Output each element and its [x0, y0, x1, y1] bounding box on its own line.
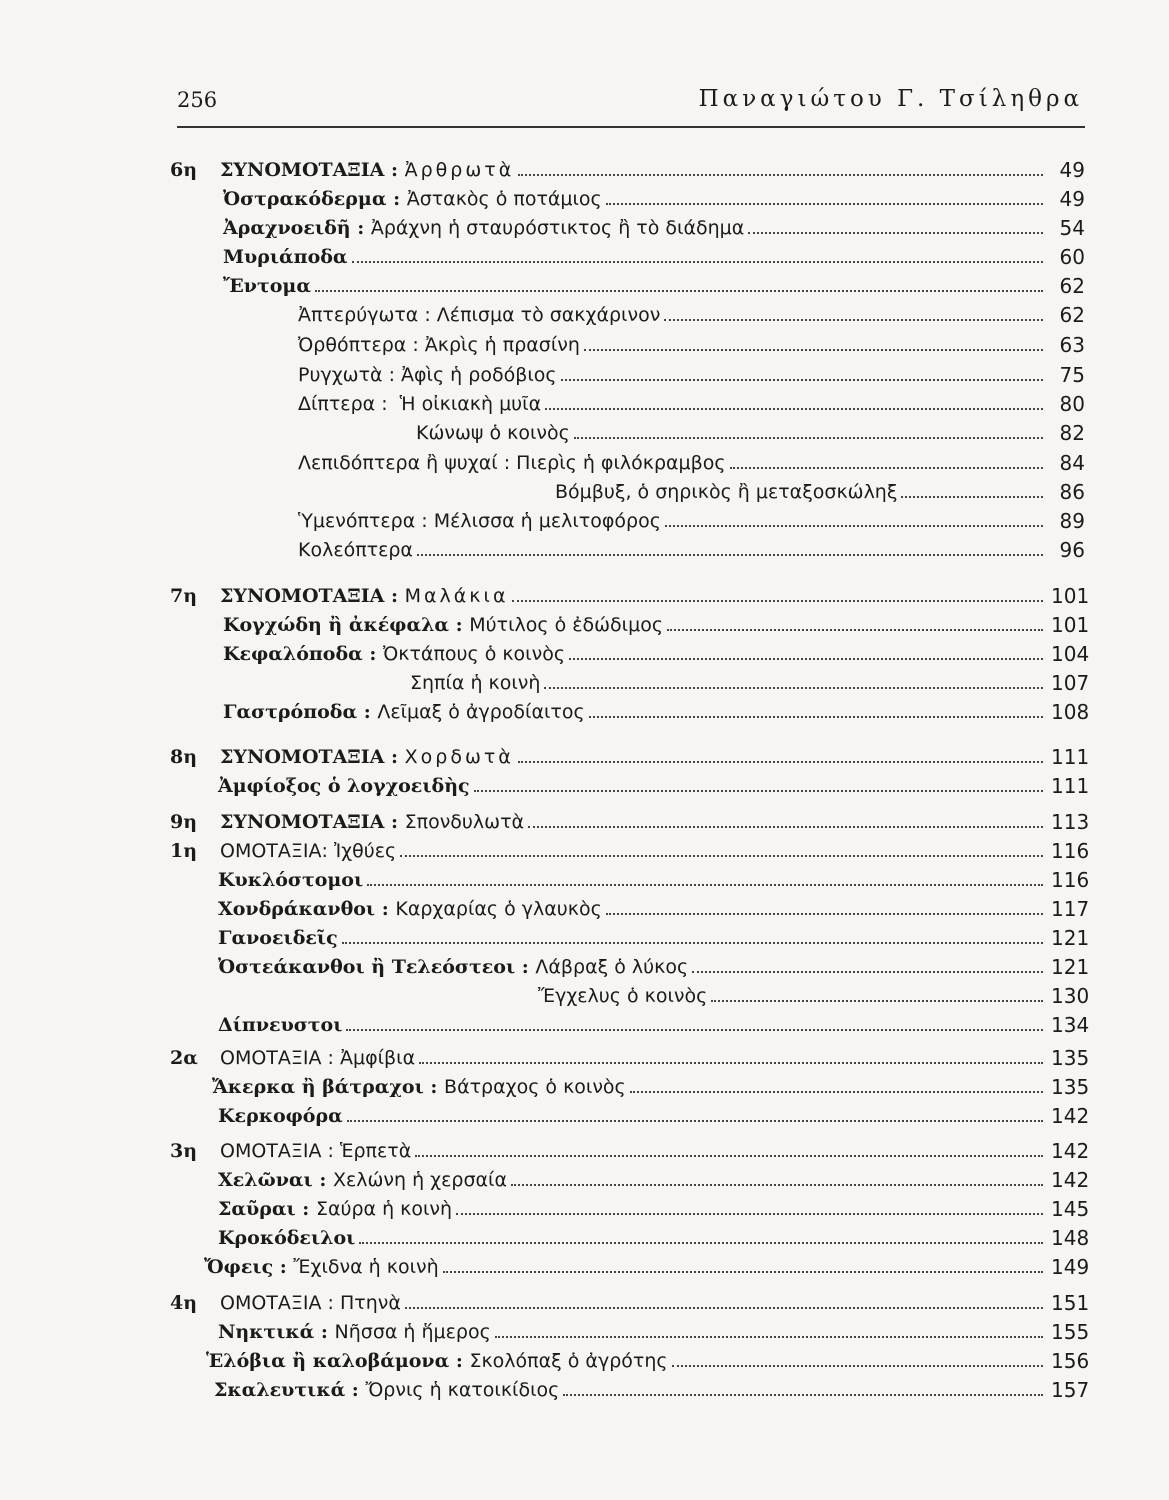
toc-entry-heading: ΣΥΝΟΜΟΤΑΞΙΑ : [220, 585, 405, 607]
toc-entry-heading: Ἀμφίοξος ὁ λογχοειδὴς [218, 775, 470, 797]
leader-dots [672, 1365, 1043, 1367]
toc-entry-heading: ΣΥΝΟΜΟΤΑΞΙΑ : [220, 811, 405, 833]
toc-entry [212, 1069, 1090, 1099]
toc-entry [170, 739, 1090, 769]
leader-dots [456, 1213, 1043, 1215]
toc-entry [218, 1162, 1090, 1192]
toc-entry-prefix: 7η [170, 585, 198, 607]
toc-entry-text: Κώνωψ ὁ κοινὸς [416, 422, 570, 444]
toc-entry-text: ΟΜΟΤΑΞΙΑ: Ἰχθύες [220, 840, 397, 862]
toc-entry-page: 86 [1059, 480, 1085, 504]
toc-entry-prefix: 2α [170, 1047, 198, 1069]
toc-entry [298, 503, 1085, 533]
toc-entry-text: Βάτραχος ὁ κοινὸς [444, 1076, 626, 1098]
toc-entry-heading: Ἑλόβια ἢ καλοβάμονα : [206, 1350, 470, 1372]
toc-entry-heading: Ὀστεάκανθοι ἢ Τελεόστεοι : [218, 956, 536, 978]
leader-dots [711, 1000, 1043, 1002]
page-number: 256 [177, 88, 218, 112]
toc-entry-text: Ἀράχνη ἡ σταυρόστικτος ἢ τὸ διάδημα [370, 217, 745, 239]
toc-entry-text: Χελώνη ἡ χερσαία [332, 1169, 507, 1191]
leader-dots [518, 174, 1043, 176]
toc-entry [218, 1191, 1090, 1221]
leader-dots [563, 1394, 1043, 1396]
toc-entry [538, 978, 1090, 1008]
toc-entry [223, 607, 1090, 637]
toc-entry-heading: Ὄφεις : [204, 1256, 294, 1278]
toc-entry-heading: Χελῶναι : [218, 1169, 333, 1191]
leader-dots [665, 525, 1043, 527]
toc-entry-page: 113 [1051, 810, 1090, 834]
toc-entry-text: Λάβραξ ὁ λύκος [535, 956, 689, 978]
leader-dots [667, 629, 1043, 631]
toc-entry [416, 415, 1085, 445]
toc-entry-heading: ΣΥΝΟΜΟΤΑΞΙΑ : [220, 159, 405, 181]
toc-entry-page: 107 [1051, 671, 1090, 695]
leader-dots [730, 467, 1043, 469]
leader-dots [584, 349, 1043, 351]
toc-entry [170, 578, 1090, 608]
toc-entry [223, 210, 1085, 240]
leader-dots [606, 913, 1043, 915]
leader-dots [748, 232, 1043, 234]
leader-dots [405, 1307, 1043, 1309]
toc-entry [218, 1098, 1090, 1128]
toc-entry-text: Σαύρα ἡ κοινὴ [315, 1198, 453, 1220]
toc-entry-page: 49 [1059, 187, 1085, 211]
toc-entry [298, 327, 1085, 357]
toc-entry-prefix: 4η [170, 1292, 198, 1314]
toc-entry-page: 156 [1051, 1349, 1090, 1373]
toc-entry-page: 135 [1051, 1075, 1090, 1099]
toc-entry-page: 62 [1059, 303, 1085, 327]
toc-entry-prefix: 6η [170, 159, 198, 181]
toc-entry-text: Ἀπτερύγωτα : Λέπισμα τὸ σακχάρινον [298, 304, 661, 326]
toc-entry-page: 121 [1051, 955, 1090, 979]
toc-entry-heading: ΣΥΝΟΜΟΤΑΞΙΑ : [220, 746, 405, 768]
leader-dots [574, 437, 1043, 439]
toc-entry-heading: Κερκοφόρα [218, 1105, 343, 1127]
toc-entry [223, 268, 1085, 298]
toc-entry-text: Ὄρνις ἡ κατοικίδιος [365, 1379, 560, 1401]
leader-dots [342, 942, 1043, 944]
toc-entry-text: Καρχαρίας ὁ γλαυκὸς [395, 898, 602, 920]
toc-entry [170, 1040, 1090, 1070]
toc-entry-heading: Ἀραχνοειδῆ : [223, 217, 371, 239]
toc-entry-text: Χορδωτὰ [404, 746, 514, 768]
toc-entry-heading: Σκαλευτικά : [214, 1379, 366, 1401]
toc-entry-text: Ἔγχελυς ὁ κοινὸς [538, 985, 708, 1007]
toc-entry-page: 89 [1059, 509, 1085, 533]
toc-entry-prefix: 3η [170, 1140, 198, 1162]
toc-entry-text: Λεπιδόπτερα ἢ ψυχαί : Πιερὶς ἡ φιλόκραμβος [298, 452, 726, 474]
toc-entry-page: 145 [1051, 1197, 1090, 1221]
toc-entry-page: 117 [1051, 897, 1090, 921]
leader-dots [589, 716, 1043, 718]
toc-entry [170, 833, 1090, 863]
toc-entry [218, 891, 1090, 921]
leader-dots [512, 600, 1043, 602]
leader-dots [901, 496, 1043, 498]
toc-entry [555, 474, 1085, 504]
toc-entry-heading: Μυριάποδα [223, 246, 348, 268]
toc-entry [223, 239, 1085, 269]
leader-dots [443, 1271, 1043, 1273]
leader-dots [569, 658, 1043, 660]
toc-entry-prefix: 9η [170, 811, 198, 833]
leader-dots [417, 554, 1043, 556]
leader-dots [359, 1242, 1043, 1244]
toc-entry-page: 142 [1051, 1104, 1090, 1128]
toc-entry-heading: Σαῦραι : [218, 1198, 316, 1220]
toc-entry [170, 804, 1090, 834]
toc-entry-heading: Νηκτικά : [218, 1321, 335, 1343]
toc-entry-text: ΟΜΟΤΑΞΙΑ : Ἑρπετὰ [220, 1140, 412, 1162]
toc-entry-heading: Δίπνευστοι [218, 1014, 343, 1036]
leader-dots [692, 971, 1043, 973]
toc-entry-page: 101 [1051, 584, 1090, 608]
toc-entry-heading: Κογχώδη ἢ ἀκέφαλα : [223, 614, 470, 636]
toc-entry [218, 920, 1090, 950]
leader-dots [606, 203, 1043, 205]
leader-dots [474, 790, 1043, 792]
toc-entry [298, 386, 1085, 416]
toc-entry-text: Ὀκτάπους ὁ κοινὸς [383, 643, 565, 665]
leader-dots [528, 826, 1043, 828]
leader-dots [367, 884, 1043, 886]
toc-entry-heading: Γαστρόποδα : [223, 701, 378, 723]
toc-entry [223, 694, 1090, 724]
toc-entry-text: Ρυγχωτὰ : Ἀφὶς ἡ ροδόβιος [298, 364, 557, 386]
toc-entry [298, 357, 1085, 387]
toc-entry [218, 862, 1090, 892]
toc-entry-heading: Ἄκερκα ἢ βάτραχοι : [212, 1076, 445, 1098]
leader-dots [352, 261, 1043, 263]
toc-entry-text: Ἀρθρωτὰ [404, 159, 515, 181]
toc-entry-page: 149 [1051, 1255, 1090, 1279]
toc-entry-page: 151 [1051, 1291, 1090, 1315]
toc-entry [204, 1249, 1090, 1279]
toc-entry-page: 111 [1051, 774, 1090, 798]
toc-entry-heading: Χονδράκανθοι : [218, 898, 396, 920]
leader-dots [511, 1184, 1043, 1186]
toc-entry-page: 101 [1051, 613, 1090, 637]
leader-dots [315, 290, 1043, 292]
toc-entry-text: Λεῖμαξ ὁ ἀγροδίαιτος [377, 701, 585, 723]
toc-entry-heading: Κεφαλόποδα : [223, 643, 383, 665]
toc-entry-text: Ἔχιδνα ἡ κοινὴ [293, 1256, 439, 1278]
toc-entry-page: 63 [1059, 333, 1085, 357]
toc-entry-text: Νῆσσα ἡ ἥμερος [334, 1321, 491, 1343]
toc-entry-page: 121 [1051, 926, 1090, 950]
leader-dots [544, 687, 1043, 689]
leader-dots [347, 1120, 1043, 1122]
toc-entry-text: Σηπία ἡ κοινὴ [410, 672, 541, 694]
toc-entry-page: 135 [1051, 1046, 1090, 1070]
toc-entry-text: ΟΜΟΤΑΞΙΑ : Ἀμφίβια [220, 1047, 416, 1069]
toc-entry-page: 142 [1051, 1139, 1090, 1163]
toc-entry-page: 142 [1051, 1168, 1090, 1192]
toc-entry-text: ΟΜΟΤΑΞΙΑ : Πτηνὰ [220, 1292, 401, 1314]
toc-entry-page: 82 [1059, 421, 1085, 445]
leader-dots [561, 379, 1043, 381]
toc-entry-page: 157 [1051, 1378, 1090, 1402]
toc-entry-heading: Ἔντομα [223, 275, 311, 297]
toc-entry-prefix: 1η [170, 840, 198, 862]
page-header [177, 84, 1085, 128]
toc-entry-text: Μύτιλος ὁ ἐδώδιμος [469, 614, 663, 636]
toc-entry-page: 60 [1059, 245, 1085, 269]
toc-entry [223, 636, 1090, 666]
leader-dots [419, 1062, 1043, 1064]
toc-entry-heading: Κροκόδειλοι [218, 1227, 356, 1249]
toc-entry-page: 116 [1051, 868, 1090, 892]
leader-dots [346, 1029, 1043, 1031]
toc-entry-page: 80 [1059, 392, 1085, 416]
running-title: Παναγιώτου Γ. Τσίληθρα [698, 86, 1083, 112]
toc-entry-text: Ὑμενόπτερα : Μέλισσα ἡ μελιτοφόρος [298, 510, 661, 532]
toc-entry-text: Ὀρθόπτερα : Ἀκρὶς ἡ πρασίνη [298, 334, 580, 356]
leader-dots [518, 761, 1043, 763]
leader-dots [630, 1091, 1043, 1093]
toc-entry-page: 116 [1051, 839, 1090, 863]
toc-entry-page: 130 [1051, 984, 1090, 1008]
toc-entry-text: Σκολόπαξ ὁ ἀγρότης [469, 1350, 668, 1372]
toc-entry-page: 108 [1051, 700, 1090, 724]
toc-entry [298, 532, 1085, 562]
leader-dots [545, 408, 1043, 410]
toc-entry-text: Σπονδυλωτὰ [404, 811, 525, 833]
toc-entry [218, 768, 1090, 798]
toc-entry-text: Κολεόπτερα [298, 539, 413, 561]
toc-entry-page: 104 [1051, 642, 1090, 666]
toc-entry-heading: Γανοειδεῖς [218, 927, 338, 949]
toc-entry-page: 111 [1051, 745, 1090, 769]
toc-entry-page: 54 [1059, 216, 1085, 240]
toc-entry-text: Μαλάκια [404, 585, 509, 607]
toc-entry-text: Βόμβυξ, ὁ σηρικὸς ἢ μεταξοσκώληξ [555, 481, 898, 503]
toc-entry-page: 155 [1051, 1320, 1090, 1344]
toc-entry [218, 1314, 1090, 1344]
toc-entry-prefix: 8η [170, 746, 198, 768]
toc-entry-heading: Κυκλόστομοι [218, 869, 364, 891]
toc-entry-text: Ἀστακὸς ὁ ποτάμιος [406, 188, 602, 210]
leader-dots [664, 319, 1043, 321]
toc-entry [170, 152, 1085, 182]
toc-entry [218, 1220, 1090, 1250]
leader-dots [415, 1155, 1043, 1157]
toc-entry-heading: Ὀστρακόδερμα : [223, 188, 407, 210]
toc-entry [410, 665, 1090, 695]
toc-entry-text: Δίπτερα : Ἡ οἰκιακὴ μυῖα [298, 393, 542, 415]
toc-entry-page: 75 [1059, 363, 1085, 387]
toc-entry [218, 949, 1090, 979]
toc-entry [170, 1285, 1090, 1315]
toc-entry-page: 134 [1051, 1013, 1090, 1037]
toc-entry-page: 84 [1059, 451, 1085, 475]
toc-entry [298, 445, 1085, 475]
leader-dots [400, 855, 1043, 857]
toc-entry [214, 1372, 1090, 1402]
toc-entry-page: 148 [1051, 1226, 1090, 1250]
toc-entry [223, 181, 1085, 211]
toc-entry-page: 96 [1059, 538, 1085, 562]
toc-entry [170, 1133, 1090, 1163]
toc-entry [206, 1343, 1090, 1373]
toc-entry [298, 297, 1085, 327]
toc-entry-page: 49 [1059, 158, 1085, 182]
toc-entry-page: 62 [1059, 274, 1085, 298]
toc-entry [218, 1007, 1090, 1037]
leader-dots [495, 1336, 1043, 1338]
